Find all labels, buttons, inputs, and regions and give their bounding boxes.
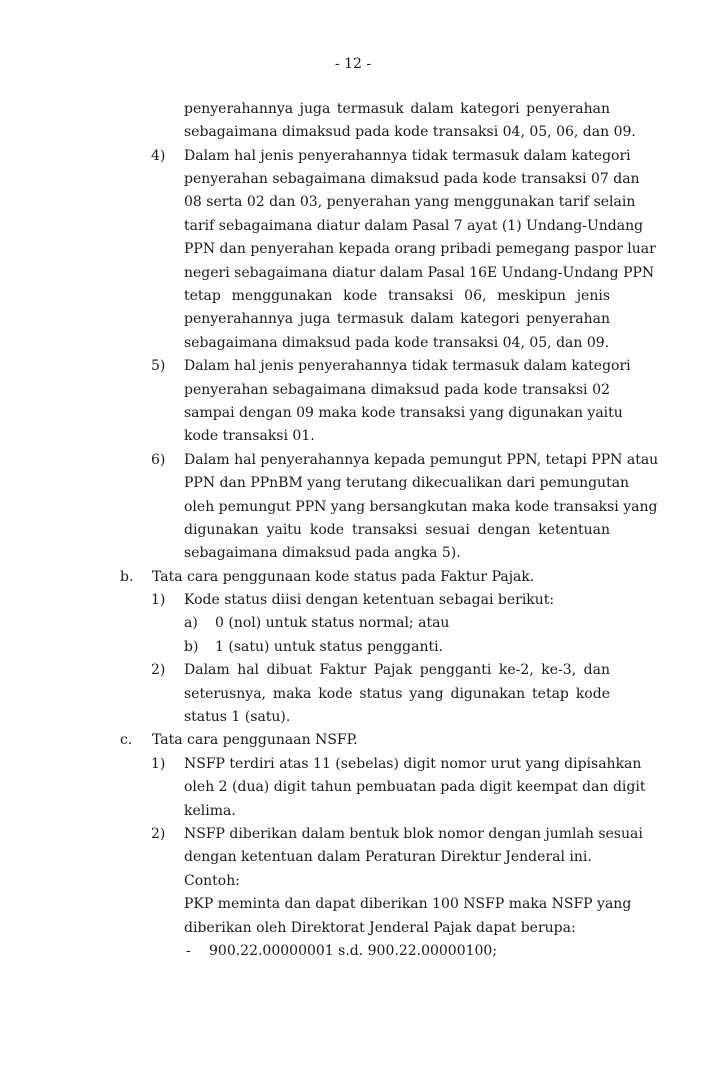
body-line: seterusnya, maka kode status yang digunakan tetap kode xyxy=(184,686,610,702)
body-line: NSFP terdiri atas 11 (sebelas) digit nomor urut yang dipisahkan xyxy=(184,756,642,772)
body-line: sebagaimana dimaksud pada kode transaksi 04, 05, 06, dan 09. xyxy=(184,124,636,140)
body-line: digunakan yaitu kode transaksi sesuai dengan ketentuan xyxy=(184,522,610,538)
body-line: status 1 (satu). xyxy=(184,709,291,725)
section-heading: Tata cara penggunaan kode status pada Faktur Pajak. xyxy=(152,569,535,585)
body-line: 900.22.00000001 s.d. 900.22.00000100; xyxy=(209,943,498,959)
body-line: 0 (nol) untuk status normal; atau xyxy=(215,615,450,631)
page-number: - 12 - xyxy=(334,56,372,72)
body-line: kelima. xyxy=(184,803,236,819)
body-line: oleh pemungut PPN yang bersangkutan maka kode transaksi yang xyxy=(184,499,658,515)
body-line: kode transaksi 01. xyxy=(184,428,315,444)
body-line: Dalam hal dibuat Faktur Pajak pengganti ke-2, ke-3, dan xyxy=(184,662,610,678)
body-line: tarif sebagaimana diatur dalam Pasal 7 ayat (1) Undang-Undang xyxy=(184,218,644,234)
body-line: Dalam hal penyerahannya kepada pemungut PPN, tetapi PPN atau xyxy=(184,452,659,468)
body-line: penyerahannya juga termasuk dalam kategori penyerahan xyxy=(184,311,610,327)
body-line: sampai dengan 09 maka kode transaksi yang digunakan yaitu xyxy=(184,405,623,421)
list-marker: 4) xyxy=(151,148,166,164)
example-label: Contoh: xyxy=(184,873,240,889)
section-heading: Tata cara penggunaan NSFP. xyxy=(152,732,358,748)
list-marker: 5) xyxy=(151,358,166,374)
body-line: penyerahannya juga termasuk dalam kategori penyerahan xyxy=(184,101,610,117)
body-line: dengan ketentuan dalam Peraturan Direktur Jenderal ini. xyxy=(184,849,592,865)
dash-marker: - xyxy=(186,943,191,959)
list-marker: 6) xyxy=(151,452,166,468)
body-line: oleh 2 (dua) digit tahun pembuatan pada digit keempat dan digit xyxy=(184,779,646,795)
body-line: PPN dan penyerahan kepada orang pribadi pemegang paspor luar xyxy=(184,241,656,257)
section-marker: c. xyxy=(120,732,133,748)
body-line: sebagaimana dimaksud pada angka 5). xyxy=(184,545,461,561)
list-marker: 2) xyxy=(151,826,166,842)
body-line: 1 (satu) untuk status pengganti. xyxy=(215,639,444,655)
body-line: PPN dan PPnBM yang terutang dikecualikan dari pemungutan xyxy=(184,475,630,491)
sub-list-marker: b) xyxy=(184,639,199,655)
body-line: Kode status diisi dengan ketentuan sebagai berikut: xyxy=(184,592,555,608)
body-line: negeri sebagaimana diatur dalam Pasal 16E Undang-Undang PPN xyxy=(184,265,655,281)
list-marker: 1) xyxy=(151,592,166,608)
list-marker: 1) xyxy=(151,756,166,772)
body-line: penyerahan sebagaimana dimaksud pada kode transaksi 07 dan xyxy=(184,171,640,187)
body-line: NSFP diberikan dalam bentuk blok nomor dengan jumlah sesuai xyxy=(184,826,643,842)
body-line: tetap menggunakan kode transaksi 06, meskipun jenis xyxy=(184,288,610,304)
list-marker: 2) xyxy=(151,662,166,678)
body-line: diberikan oleh Direktorat Jenderal Pajak dapat berupa: xyxy=(184,920,576,936)
body-line: Dalam hal jenis penyerahannya tidak termasuk dalam kategori xyxy=(184,148,631,164)
body-line: 08 serta 02 dan 03, penyerahan yang menggunakan tarif selain xyxy=(184,194,636,210)
body-line: penyerahan sebagaimana dimaksud pada kode transaksi 02 xyxy=(184,382,610,398)
body-line: Dalam hal jenis penyerahannya tidak termasuk dalam kategori xyxy=(184,358,631,374)
section-marker: b. xyxy=(120,569,134,585)
body-line: sebagaimana dimaksud pada kode transaksi 04, 05, dan 09. xyxy=(184,335,610,351)
sub-list-marker: a) xyxy=(184,615,198,631)
body-line: PKP meminta dan dapat diberikan 100 NSFP maka NSFP yang xyxy=(184,896,632,912)
